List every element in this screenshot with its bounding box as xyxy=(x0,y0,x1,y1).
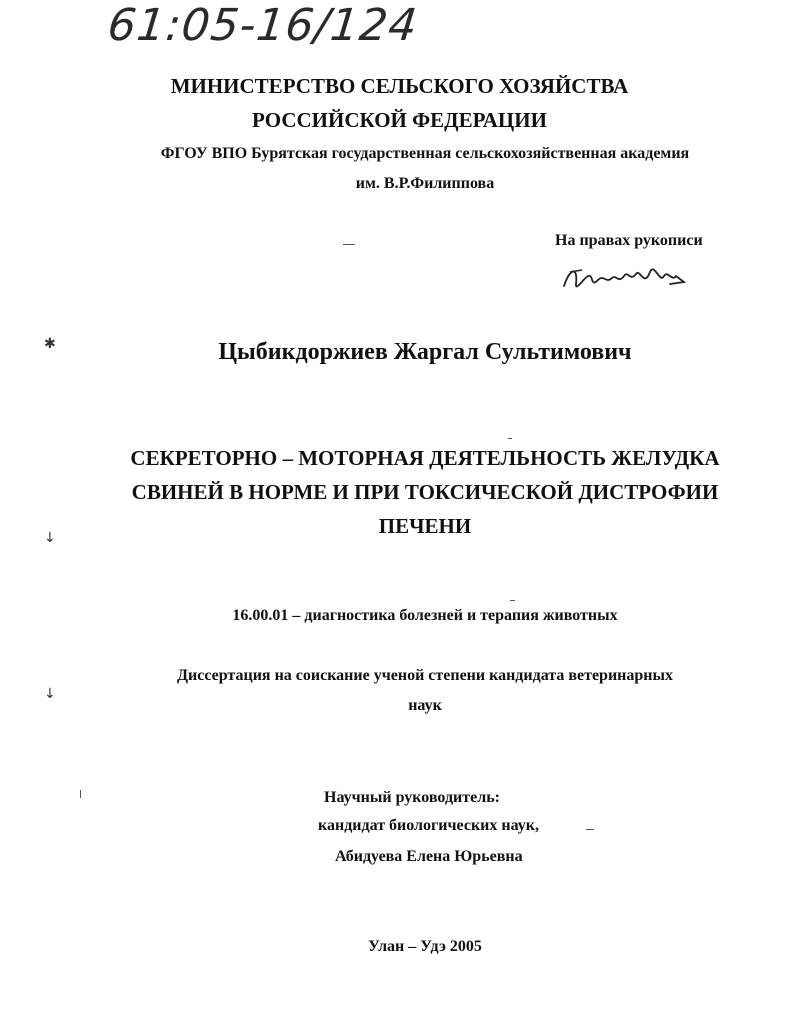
scan-mark: ✱ xyxy=(44,336,56,352)
supervisor-label: Научный руководитель: xyxy=(324,789,500,806)
ministry-line-1: МИНИСТЕРСТВО СЕЛЬСКОГО ХОЗЯЙСТВА xyxy=(170,74,629,98)
supervisor-degree: кандидат биологических наук, xyxy=(318,817,539,834)
thesis-title-line-2: СВИНЕЙ В НОРМЕ И ПРИ ТОКСИЧЕСКОЙ ДИСТРОФИИ xyxy=(131,480,719,504)
scan-mark: ↓ xyxy=(44,530,56,546)
academy-line-2: им. В.Р.Филиппова xyxy=(355,175,495,192)
specialty-code: 16.00.01 – диагностика болезней и терапия животных xyxy=(232,607,618,624)
scan-speck xyxy=(508,438,512,439)
handwritten-signature xyxy=(560,258,690,298)
thesis-title-line-1: СЕКРЕТОРНО – МОТОРНАЯ ДЕЯТЕЛЬНОСТЬ ЖЕЛУДКА xyxy=(130,446,720,470)
city-year: Улан – Удэ 2005 xyxy=(368,938,482,955)
rights-label: На правах рукописи xyxy=(555,232,703,249)
degree-line-2: наук xyxy=(408,697,442,714)
scan-speck xyxy=(510,600,515,601)
scan-speck xyxy=(586,829,594,830)
scan-mark: ↓ xyxy=(44,686,56,702)
ministry-line-2: РОССИЙСКОЙ ФЕДЕРАЦИИ xyxy=(252,108,547,132)
scan-speck xyxy=(343,244,355,245)
degree-line-1: Диссертация на соискание ученой степени кандидата ветеринарных xyxy=(177,667,673,684)
thesis-title-line-3: ПЕЧЕНИ xyxy=(378,514,472,538)
catalog-number: 61:05-16/124 xyxy=(105,0,421,51)
author-name: Цыбикдоржиев Жаргал Сультимович xyxy=(218,339,632,365)
scan-speck xyxy=(80,790,81,798)
supervisor-name: Абидуева Елена Юрьевна xyxy=(335,848,523,865)
academy-line-1: ФГОУ ВПО Бурятская государственная сельскохозяйственная академия xyxy=(160,145,690,162)
